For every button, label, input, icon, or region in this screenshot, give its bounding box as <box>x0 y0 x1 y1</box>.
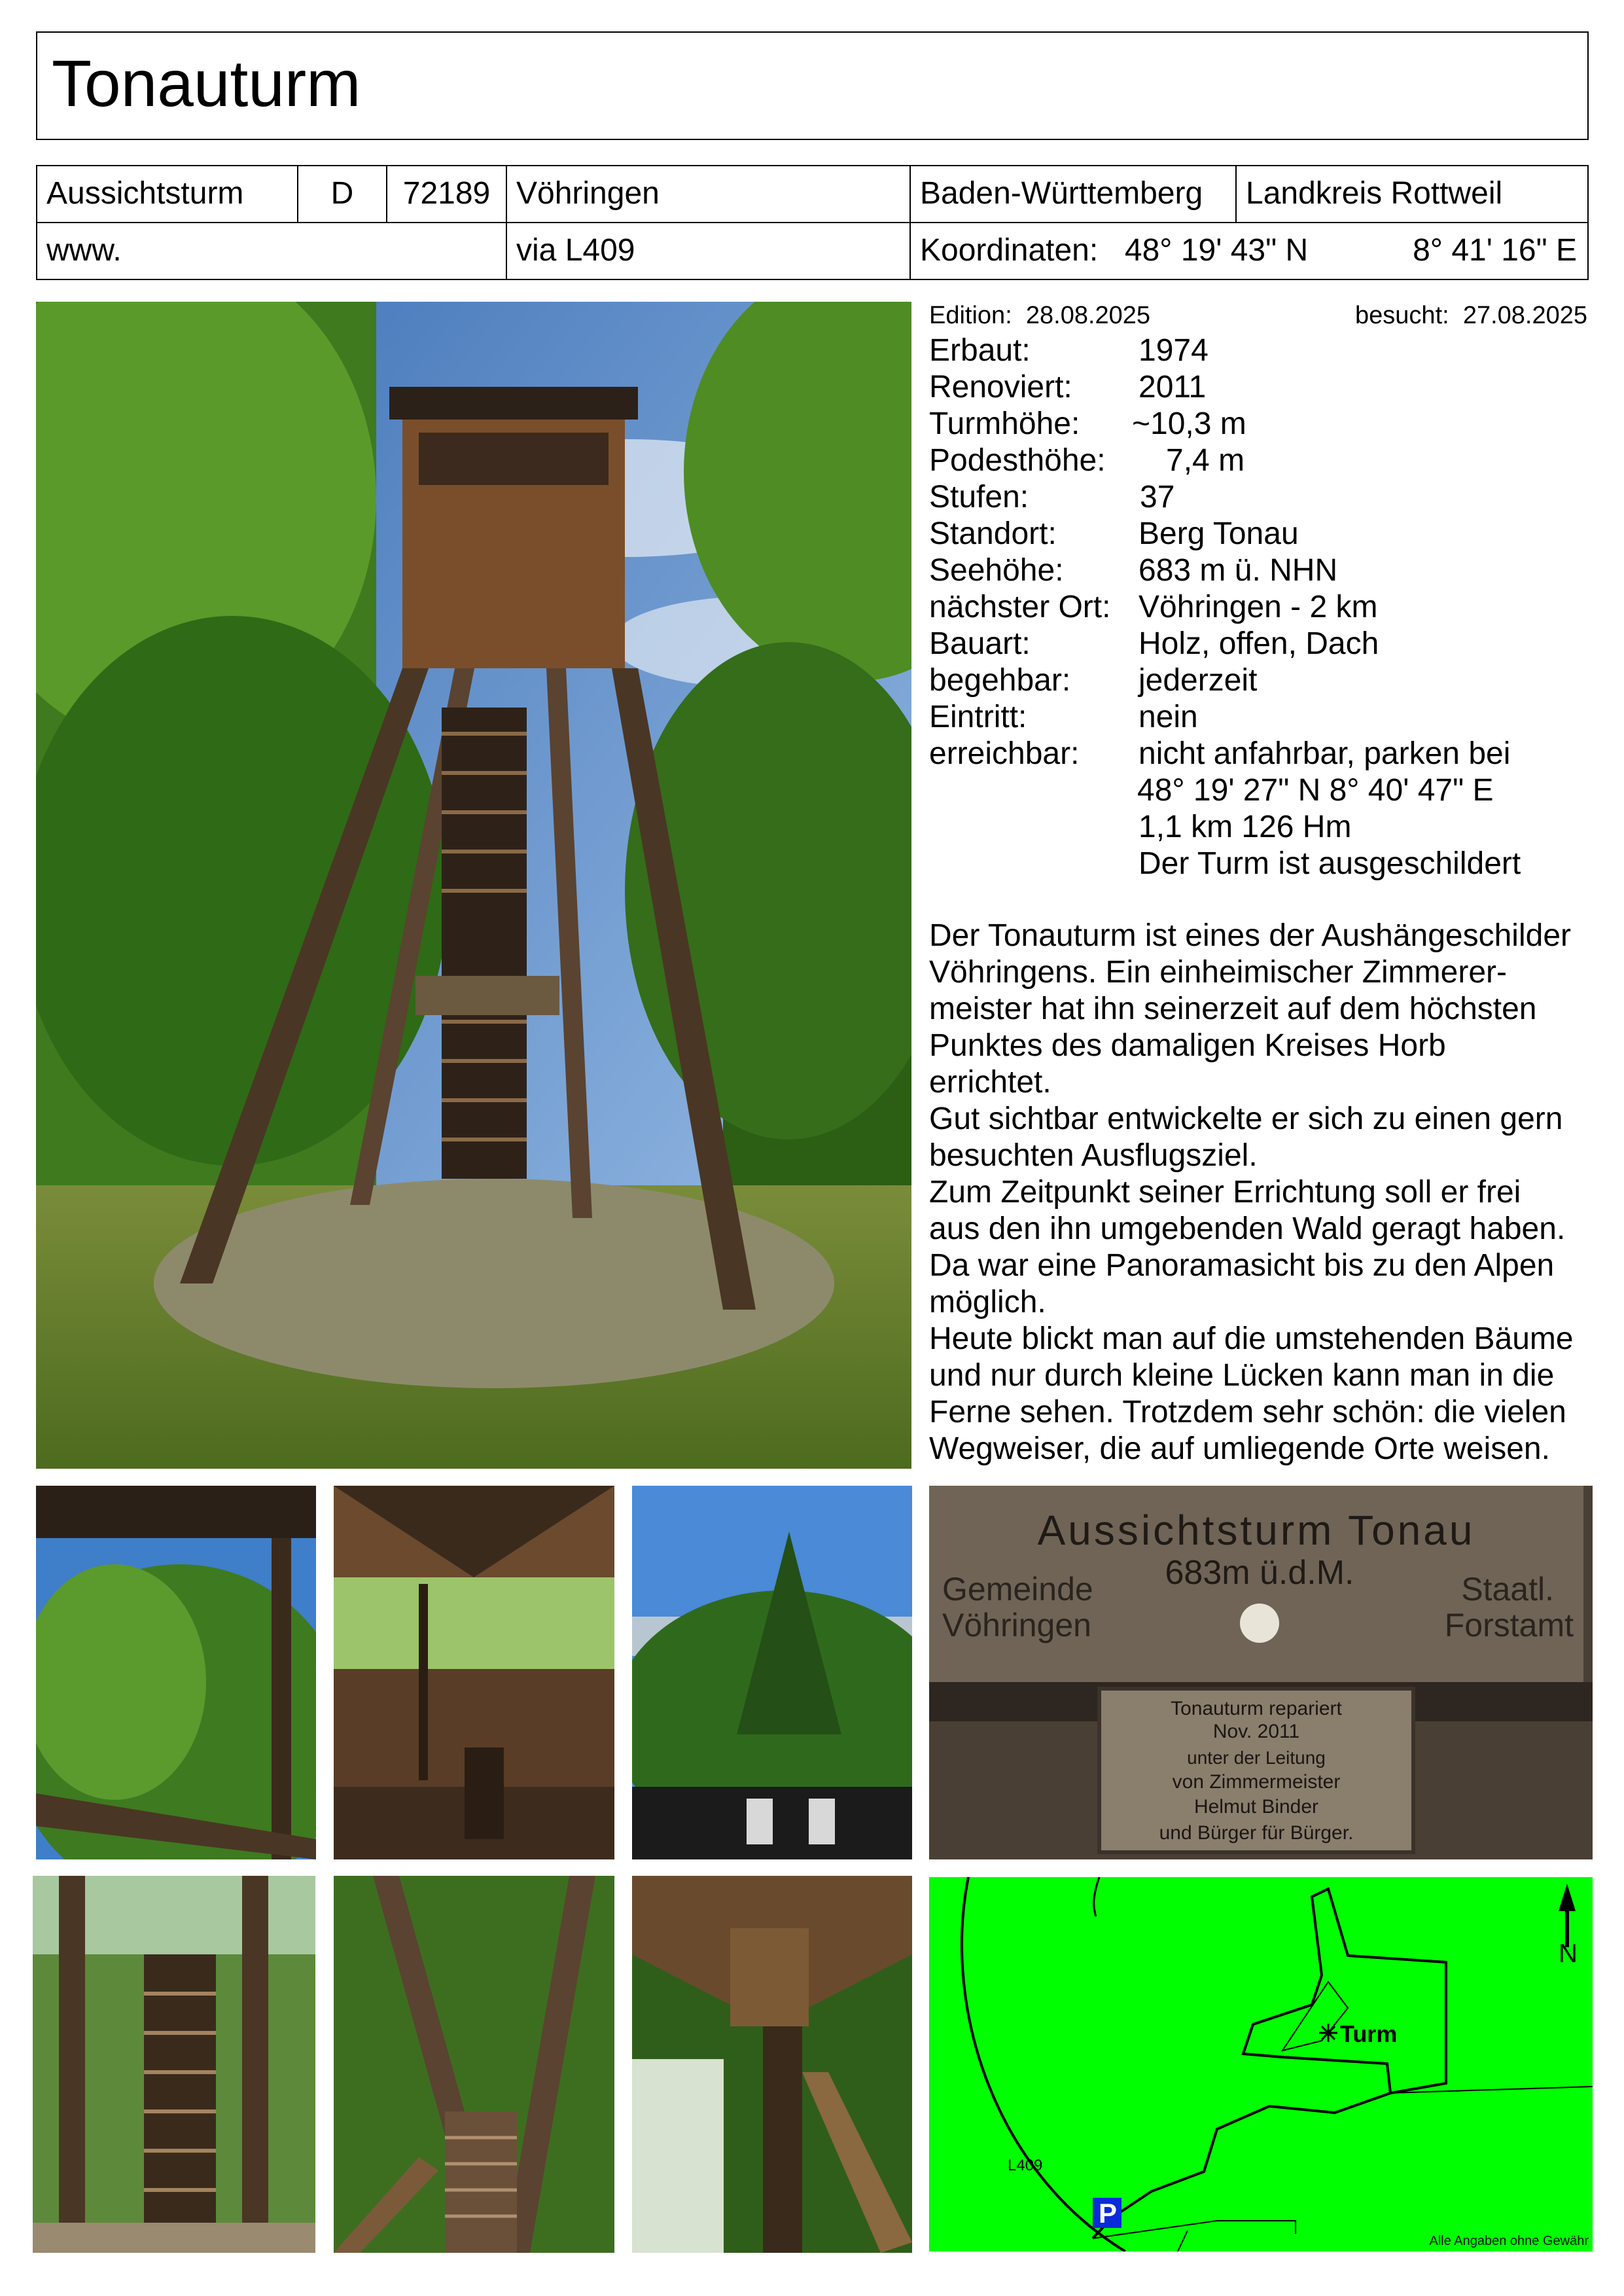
fact-row <box>929 369 1583 406</box>
fact-value: jederzeit <box>1139 663 1258 698</box>
web-link[interactable]: www. <box>46 233 122 268</box>
title-box <box>36 31 1589 140</box>
reach-signposted: Der Turm ist ausgeschildert <box>1139 846 1521 881</box>
fact-row <box>929 406 1583 442</box>
fact-label: Bauart: <box>929 626 1031 661</box>
web-cell[interactable] <box>36 222 507 280</box>
fact-label: Eintritt: <box>929 700 1027 734</box>
plaque-line: Tonauturm repariert <box>1171 1698 1342 1719</box>
fact-label: Renoviert: <box>929 370 1072 404</box>
fact-value: 7,4 m <box>1166 443 1245 478</box>
description-line: besuchten Ausflugsziel. <box>929 1138 1258 1173</box>
location-map[interactable] <box>929 1877 1593 2251</box>
svg-text:P: P <box>1099 2198 1118 2229</box>
tower-label: Turm <box>1340 2020 1398 2047</box>
description-line: Ferne sehen. Trotzdem sehr schön: die vielen <box>929 1395 1566 1429</box>
edition-line <box>929 301 1150 330</box>
photo-under-cabin <box>632 1876 912 2253</box>
fact-value: 2011 <box>1139 370 1207 404</box>
fact-value: Holz, offen, Dach <box>1139 626 1379 661</box>
fact-value: Berg Tonau <box>1139 516 1299 551</box>
fact-label: Turmhöhe: <box>929 406 1080 441</box>
coords-label: Koordinaten: <box>920 233 1099 268</box>
fact-row <box>929 479 1583 516</box>
description <box>929 918 1610 1467</box>
fact-label: Podesthöhe: <box>929 443 1106 478</box>
description-line: Wegweiser, die auf umliegende Orte weisen. <box>929 1431 1550 1466</box>
sign-right-1: Staatl. <box>1461 1571 1554 1607</box>
photo-trees-view <box>36 1486 316 1859</box>
plaque-line: und Bürger für Bürger. <box>1159 1822 1354 1844</box>
edition-label: Edition: <box>929 302 1012 329</box>
fact-row <box>929 736 1583 772</box>
fact-value: nein <box>1139 700 1198 734</box>
description-line: Da war eine Panoramasicht bis zu den Alpen <box>929 1248 1555 1283</box>
road-label: L409 <box>1008 2157 1043 2174</box>
fact-label: Seehöhe: <box>929 553 1064 588</box>
fact-value: ~10,3 m <box>1132 406 1246 441</box>
fact-label: Standort: <box>929 516 1057 551</box>
fact-row <box>929 552 1583 589</box>
type-cell: Aussichtsturm <box>36 165 298 223</box>
visited-label: besucht: <box>1355 302 1449 329</box>
description-line: möglich. <box>929 1285 1046 1319</box>
district-cell: Landkreis Rottweil <box>1235 165 1589 223</box>
description-line: Vöhringens. Ein einheimischer Zimmerer- <box>929 955 1507 990</box>
description-line: aus den ihn umgebenden Wald geragt haben. <box>929 1211 1566 1246</box>
plaque-line: Helmut Binder <box>1193 1796 1319 1818</box>
fact-row <box>929 626 1583 662</box>
photo-forest-view <box>632 1486 912 1859</box>
country-cell: D <box>297 165 387 223</box>
sign-title: Aussichtsturm Tonau <box>1037 1507 1475 1554</box>
photo-sign <box>929 1486 1593 1859</box>
latitude: 48° 19' 43" N <box>1124 233 1309 268</box>
sign-altitude: 683m ü.d.M. <box>1165 1554 1354 1592</box>
reach-distance: 1,1 km 126 Hm <box>1139 810 1352 844</box>
description-line: Heute blickt man auf die umstehenden Bäume <box>929 1321 1574 1356</box>
facts-list <box>929 332 1583 882</box>
fact-row <box>929 332 1583 369</box>
fact-value: 683 m ü. NHN <box>1139 553 1338 588</box>
sign-left-1: Gemeinde <box>942 1571 1093 1607</box>
plaque-line: von Zimmermeister <box>1172 1771 1341 1793</box>
description-line: Der Tonauturm ist eines der Aushängeschilder <box>929 918 1571 953</box>
zip-cell: 72189 <box>386 165 507 223</box>
fact-value: nicht anfahrbar, parken bei <box>1139 736 1511 771</box>
description-line: meister hat ihn seinerzeit auf dem höchsten <box>929 992 1537 1026</box>
tower-icon <box>1319 2024 1337 2042</box>
edition-date: 28.08.2025 <box>1025 302 1151 329</box>
sign-right-2: Forstamt <box>1444 1607 1574 1643</box>
visited-line <box>1355 301 1587 330</box>
description-line: und nur durch kleine Lücken kann man in die <box>929 1358 1555 1393</box>
map-disclaimer: Alle Angaben ohne Gewähr <box>1429 2234 1589 2248</box>
fact-row <box>929 442 1583 479</box>
fact-row <box>929 516 1583 552</box>
fact-label: nächster Ort: <box>929 590 1111 624</box>
description-line: Zum Zeitpunkt seiner Errichtung soll er frei <box>929 1175 1521 1210</box>
plaque-line: Nov. 2011 <box>1212 1721 1300 1742</box>
sign-left-2: Vöhringen <box>942 1607 1091 1643</box>
fact-row <box>929 662 1583 699</box>
parking-icon <box>1093 2198 1121 2229</box>
north-label: N <box>1559 1939 1578 1968</box>
fact-row <box>929 699 1583 736</box>
description-line: Gut sichtbar entwickelte er sich zu einen gern <box>929 1102 1563 1136</box>
description-line: Punktes des damaligen Kreises Horb <box>929 1028 1446 1063</box>
description-line: errichtet. <box>929 1065 1051 1100</box>
state-cell: Baden-Württemberg <box>909 165 1237 223</box>
page-title: Tonauturm <box>52 47 361 120</box>
photo-cabin-interior <box>334 1486 614 1859</box>
north-arrow-icon <box>1559 1884 1576 1947</box>
photo-stairs-up <box>33 1876 315 2253</box>
photo-stairs-down <box>334 1876 614 2253</box>
reach-coords: 48° 19' 27" N 8° 40' 47" E <box>1137 773 1494 808</box>
fact-value: 1974 <box>1139 333 1209 368</box>
fact-row <box>929 589 1583 626</box>
fact-label: Erbaut: <box>929 333 1031 368</box>
town-cell: Vöhringen <box>506 165 911 223</box>
main-photo-tower <box>36 302 911 1469</box>
plaque-line: unter der Leitung <box>1187 1748 1326 1768</box>
fact-label: begehbar: <box>929 663 1071 698</box>
fact-label: Stufen: <box>929 480 1029 514</box>
fact-value: 37 <box>1140 480 1175 514</box>
fact-value: Vöhringen - 2 km <box>1139 590 1378 624</box>
coords-cell <box>909 222 1589 280</box>
longitude: 8° 41' 16" E <box>1413 233 1577 268</box>
road-cell: via L409 <box>506 222 911 280</box>
visited-date: 27.08.2025 <box>1462 302 1587 329</box>
fact-label: erreichbar: <box>929 736 1080 771</box>
